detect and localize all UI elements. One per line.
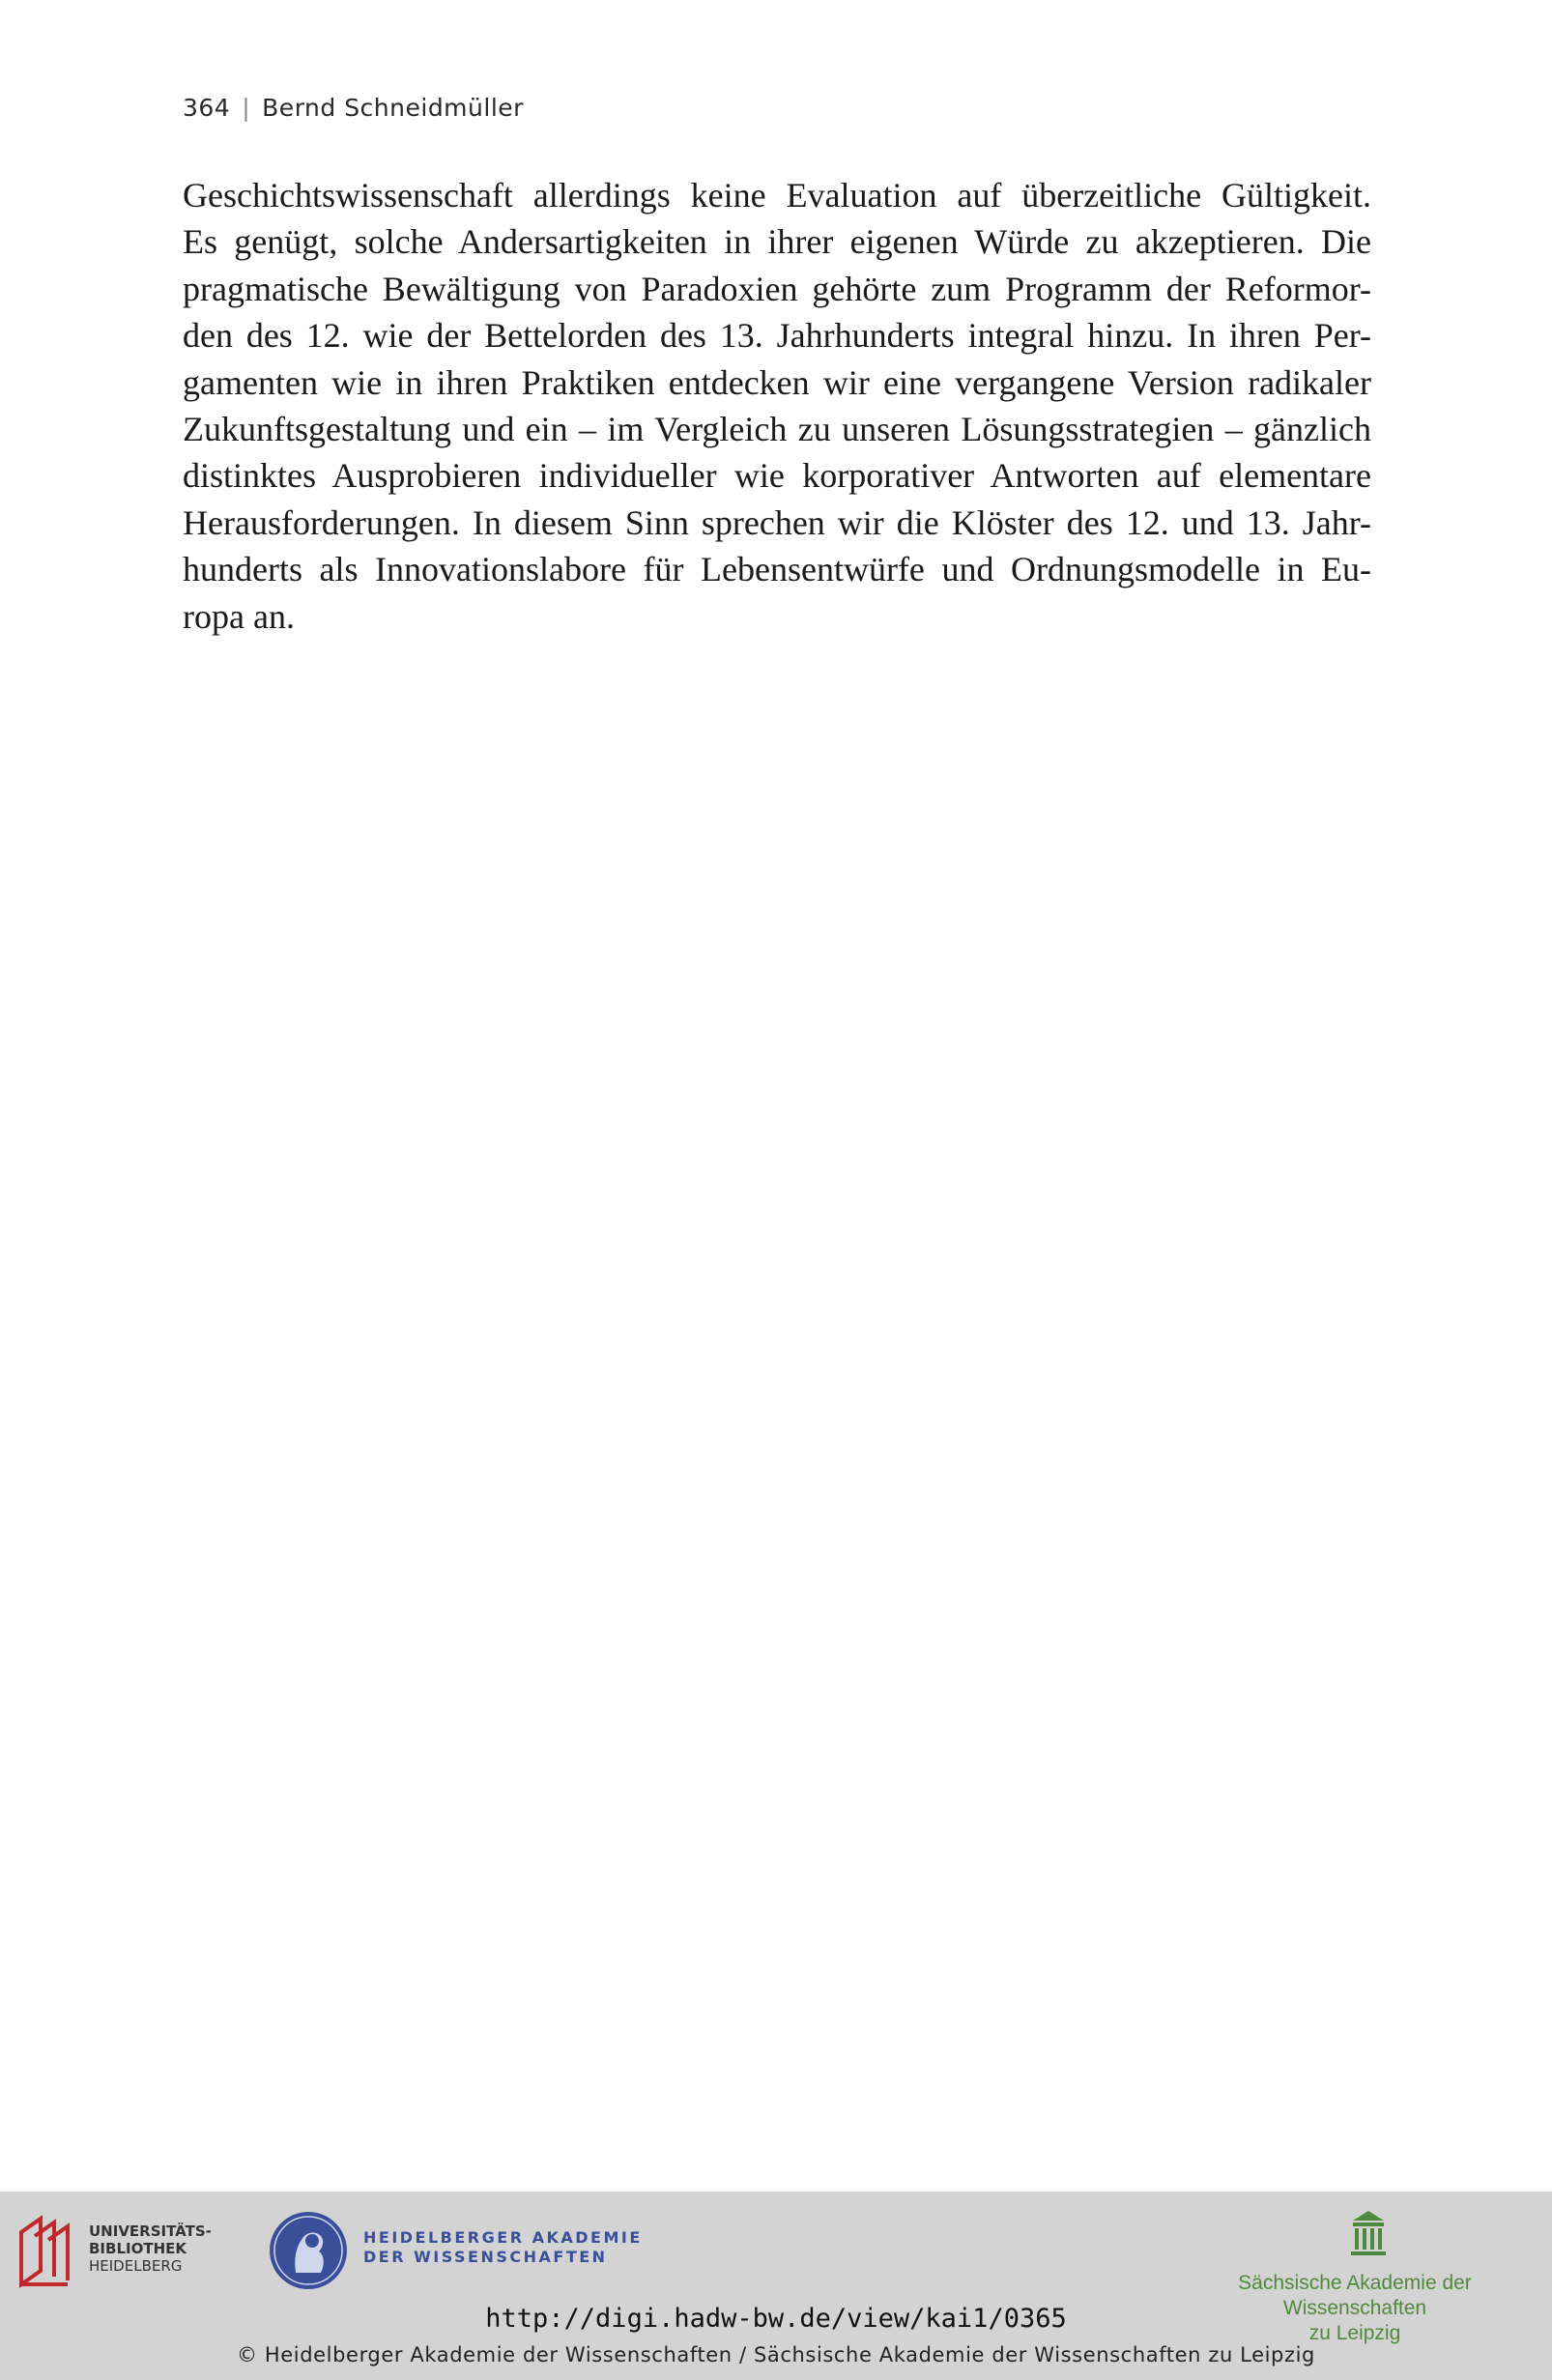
saxon-academy-building-icon — [1349, 2209, 1388, 2257]
text-line: Zukunftsgestaltung und ein – im Vergleich zu unseren Lösungsstrategien – gänzlich — [183, 410, 1371, 449]
author-name: Bernd Schneidmüller — [262, 94, 524, 122]
running-head — [183, 94, 524, 122]
page-number: 364 — [183, 94, 231, 122]
body-paragraph — [183, 172, 1371, 640]
academy-name: HEIDELBERGER AKADEMIE DER WISSENSCHAFTEN — [363, 2228, 643, 2266]
text-line: ropa an. — [183, 596, 295, 636]
text-line: Es genügt, solche Andersartigkeiten in ihrer eigenen Würde zu akzeptieren. Die — [183, 222, 1371, 262]
text-line: Herausforderungen. In diesem Sinn sprechen wir die Klöster des 12. und 13. Jahr- — [183, 502, 1371, 542]
academy-seal-icon — [267, 2209, 350, 2292]
footer-banner — [0, 2192, 1552, 2380]
text-line: Geschichtswissenschaft allerdings keine Evaluation auf überzeitliche Gültigkeit. — [183, 176, 1371, 215]
permalink-url[interactable]: http://digi.hadw-bw.de/view/kai1/0365 — [485, 2304, 1067, 2334]
text-line: pragmatische Bewältigung von Paradoxien gehörte zum Programm der Reformor- — [183, 269, 1371, 308]
text-line: distinktes Ausprobieren individueller wie korporativer Antworten auf elementare — [183, 456, 1371, 496]
text-line: den des 12. wie der Bettelorden des 13. Jahrhunderts integral hinzu. In ihren Per- — [183, 316, 1371, 356]
text-line: hunderts als Innovationslabore für Lebensentwürfe und Ordnungsmodelle in Eu- — [183, 550, 1371, 589]
university-library-logo-icon — [15, 2213, 77, 2290]
copyright-notice: © Heidelberger Akademie der Wissenschaften / Sächsische Akademie der Wissenschaften zu Leipzig — [237, 2343, 1315, 2366]
text-line: gamenten wie in ihren Praktiken entdecken wir eine vergangene Version radikaler — [183, 362, 1371, 402]
header-separator: | — [242, 94, 251, 122]
university-library-name: UNIVERSITÄTS- BIBLIOTHEK HEIDELBERG — [89, 2222, 212, 2275]
saxon-academy-name: Sächsische Akademie der Wissenschaften zu Leipzig — [1238, 2272, 1472, 2344]
